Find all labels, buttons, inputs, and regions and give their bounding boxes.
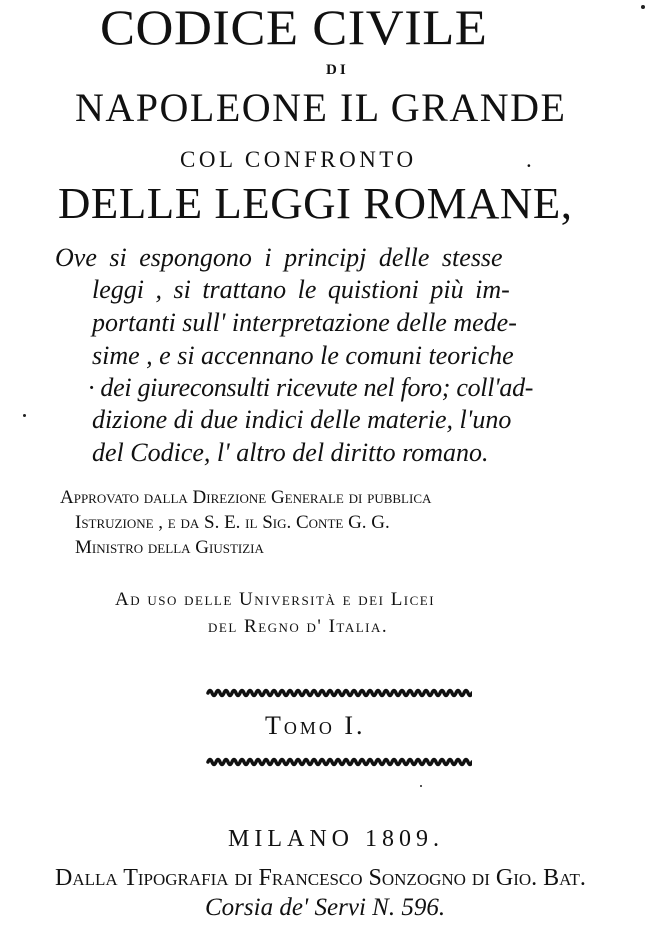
approval-line: Approvato dalla Direzione Generale di pubblica — [60, 487, 432, 508]
title-emperor: NAPOLEONE IL GRANDE — [75, 85, 567, 130]
description-line: Ove si espongono i principj delle stesse — [55, 243, 503, 272]
usage-line: Ad uso delle Università e dei Licei — [115, 589, 436, 610]
volume-label: Tomo I. — [265, 711, 366, 740]
title-stray-dot: . — [526, 147, 532, 172]
approval-line: Ministro della Giustizia — [75, 537, 264, 558]
book-title: CODICE CIVILE — [100, 0, 488, 55]
title-roman-laws: DELLE LEGGI ROMANE, — [58, 179, 573, 228]
imprint-address: Corsia de' Servi N. 596. — [205, 894, 446, 921]
description-line: dizione di due indici delle materie, l'uno — [92, 405, 512, 434]
description-line: sime , e si accennano le comuni teoriche — [92, 341, 514, 370]
description-line: portanti sull' interpretazione delle mede- — [92, 308, 517, 337]
description-line: del Codice, l' altro del diritto romano. — [92, 438, 489, 467]
imprint-printer: Dalla Tipografia di Francesco Sonzogno di Gio. Bat. — [55, 865, 586, 891]
ornament-rule-top — [206, 688, 472, 698]
imprint-city-year: MILANO 1809. — [228, 826, 444, 852]
ornament-wave — [208, 691, 472, 696]
approval-line: Istruzione , e da S. E. il Sig. Conte G. G. — [75, 512, 390, 533]
ornament-wave — [208, 760, 472, 765]
title-preposition: DI — [326, 62, 349, 78]
description-line: leggi , si trattano le quistioni più im- — [92, 275, 510, 304]
ornament-rule-bottom — [206, 757, 472, 767]
ink-speck — [420, 785, 422, 787]
ink-speck — [641, 5, 645, 9]
description-line: · dei giureconsulti ricevute nel foro; coll'ad- — [88, 373, 534, 402]
title-col-confronto: COL CONFRONTO — [180, 147, 417, 172]
usage-line: del Regno d' Italia. — [208, 616, 389, 637]
ink-speck — [23, 414, 26, 417]
